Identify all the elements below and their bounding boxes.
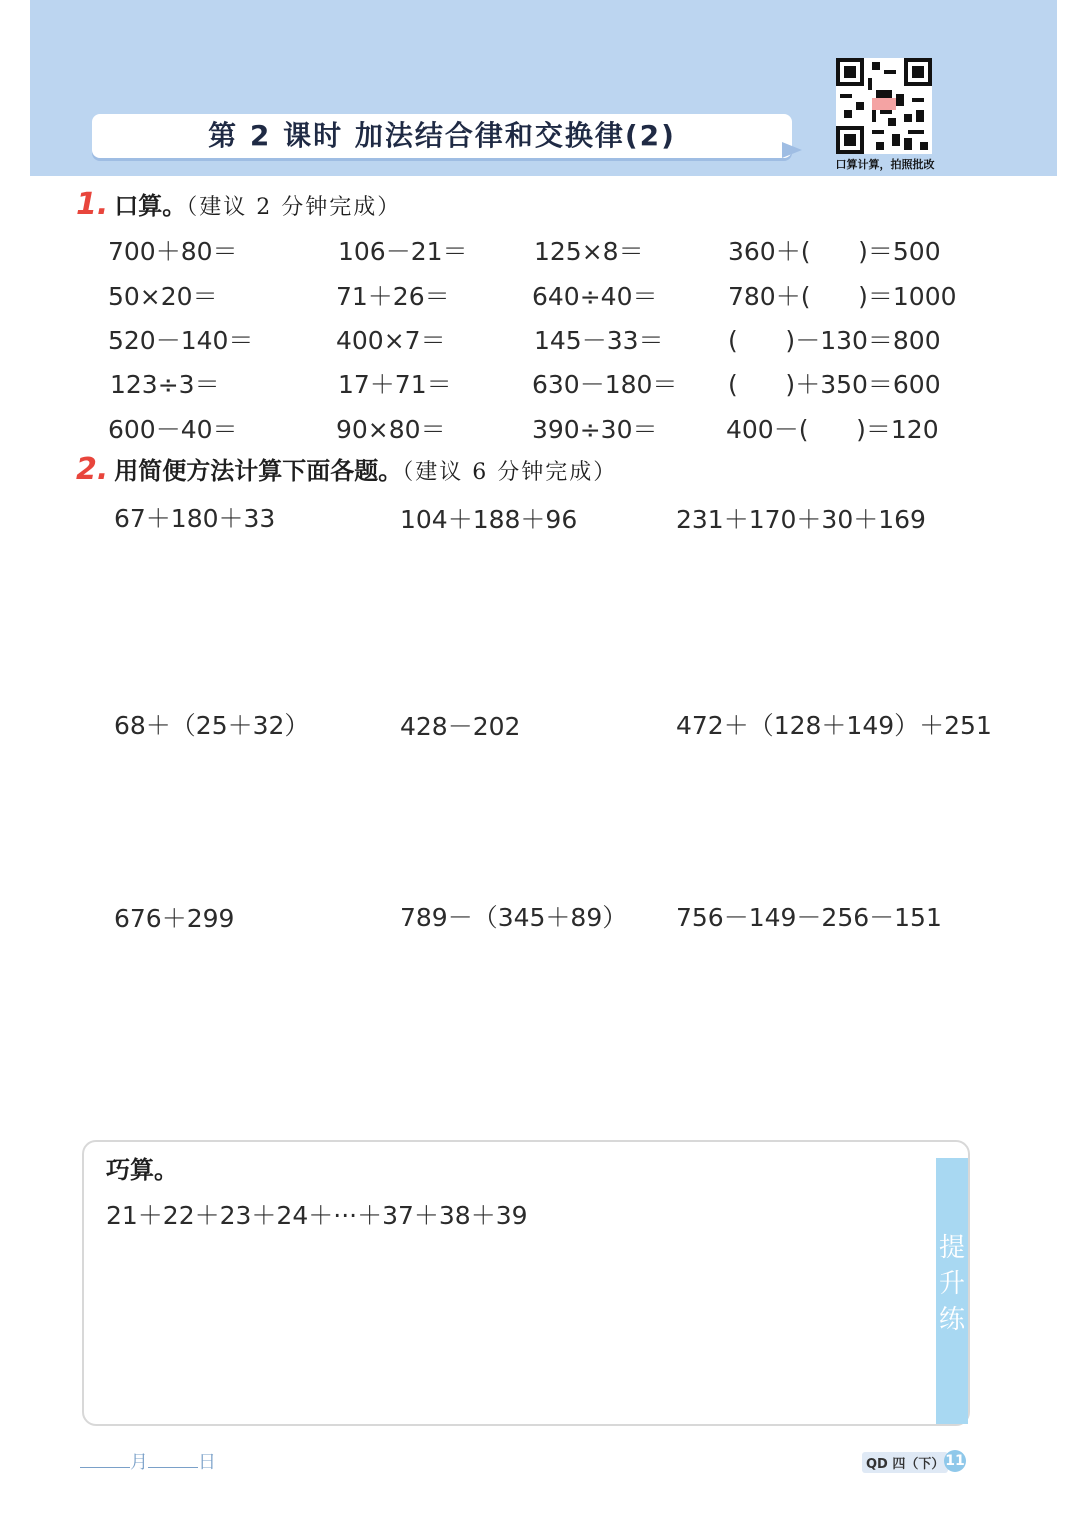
section-1-number: 1. bbox=[76, 187, 109, 222]
date-field bbox=[80, 1448, 216, 1474]
oral-calc-item: ( )＋350＝600 bbox=[728, 370, 941, 399]
oral-calc-item: 600－40＝ bbox=[108, 415, 238, 444]
simplify-problem: 676＋299 bbox=[114, 904, 235, 933]
page-number: 11 bbox=[944, 1450, 966, 1472]
oral-calc-item: 123÷3＝ bbox=[110, 370, 220, 399]
simplify-problem: 789－（345＋89） bbox=[400, 903, 628, 932]
section-2-number: 2. bbox=[76, 452, 109, 487]
simplify-problem: 428－202 bbox=[400, 712, 521, 741]
oral-calc-item: 90×80＝ bbox=[336, 415, 446, 444]
side-tab-label: 提升练 bbox=[938, 1233, 965, 1335]
oral-calc-item: 50×20＝ bbox=[108, 282, 218, 311]
section-2-title: 用简便方法计算下面各题。 bbox=[114, 457, 403, 485]
section-1-hint: （建议 2 分钟完成） bbox=[186, 195, 402, 220]
month-label: 月 bbox=[130, 1452, 148, 1473]
page-title: 第 2 课时 加法结合律和交换律(2) bbox=[208, 119, 676, 152]
oral-calc-item: 17＋71＝ bbox=[338, 370, 452, 399]
challenge-title: 巧算。 bbox=[106, 1156, 178, 1184]
oral-calc-item: 71＋26＝ bbox=[336, 282, 450, 311]
oral-calc-item: 106－21＝ bbox=[338, 237, 468, 266]
section-1-heading bbox=[76, 186, 401, 222]
oral-calc-item: 640÷40＝ bbox=[532, 282, 658, 311]
oral-calc-item: 780＋( )＝1000 bbox=[728, 282, 957, 311]
oral-calc-item: 700＋80＝ bbox=[108, 237, 238, 266]
section-2-hint: （建议 6 分钟完成） bbox=[402, 460, 618, 485]
oral-calc-item: 360＋( )＝500 bbox=[728, 237, 941, 266]
simplify-problem: 472＋（128＋149）＋251 bbox=[676, 711, 992, 740]
oral-calc-item: ( )－130＝800 bbox=[728, 326, 941, 355]
oral-calc-item: 125×8＝ bbox=[534, 237, 644, 266]
qr-caption: 口算计算，拍照批改 bbox=[835, 158, 935, 171]
oral-calc-item: 630－180＝ bbox=[532, 370, 678, 399]
oral-calc-item: 520－140＝ bbox=[108, 326, 254, 355]
oral-calc-item: 400－( )＝120 bbox=[726, 415, 939, 444]
simplify-problem: 67＋180＋33 bbox=[114, 504, 276, 533]
simplify-problem: 756－149－256－151 bbox=[676, 903, 942, 932]
title-bar-tail bbox=[782, 142, 802, 158]
oral-calc-item: 145－33＝ bbox=[534, 326, 664, 355]
oral-calc-item: 400×7＝ bbox=[336, 326, 446, 355]
challenge-box bbox=[82, 1140, 970, 1426]
day-blank[interactable] bbox=[148, 1467, 198, 1468]
simplify-problem: 68＋（25＋32） bbox=[114, 711, 310, 740]
qr-code-icon[interactable] bbox=[836, 58, 932, 154]
title-bar bbox=[92, 114, 792, 158]
simplify-problem: 231＋170＋30＋169 bbox=[676, 505, 926, 534]
challenge-expression: 21＋22＋23＋24＋···＋37＋38＋39 bbox=[106, 1201, 528, 1230]
simplify-problem: 104＋188＋96 bbox=[400, 505, 578, 534]
section-1-title: 口算。 bbox=[114, 192, 187, 220]
oral-calc-item: 390÷30＝ bbox=[532, 415, 658, 444]
month-blank[interactable] bbox=[80, 1467, 130, 1468]
book-code: QD 四（下） bbox=[862, 1452, 948, 1473]
section-2-heading bbox=[76, 451, 617, 487]
day-label: 日 bbox=[198, 1452, 216, 1473]
